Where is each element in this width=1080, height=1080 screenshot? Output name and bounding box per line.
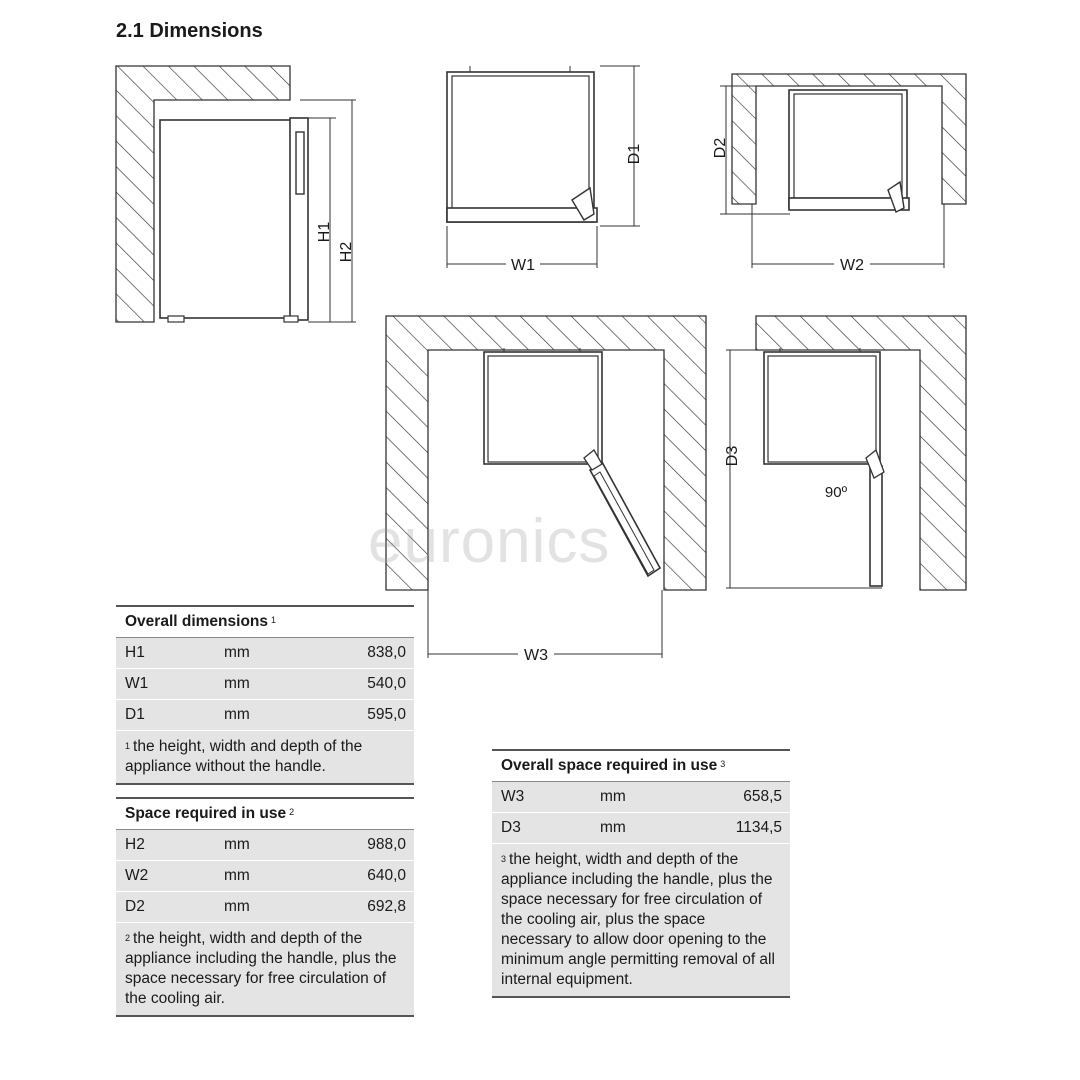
table-title: Overall dimensions: [125, 613, 268, 630]
watermark-logo: euronics: [368, 507, 611, 576]
dimension-value: 640,0: [367, 867, 406, 884]
table-row: [492, 813, 790, 844]
table-row: [116, 700, 414, 731]
footnote-text: the height, width and depth of the appliance including the handle, plus the space necessary for free circulation of the cooling air, plus the space necessary to allow door opening to the minimum angle permitting removal of all internal equipment.: [501, 851, 775, 988]
dimension-unit: mm: [224, 898, 250, 915]
dimension-key: H2: [125, 836, 145, 853]
table-row: [116, 861, 414, 892]
table-title: Overall space required in use: [501, 757, 718, 774]
footnote-number: 1: [125, 741, 131, 751]
table-title: Space required in use: [125, 805, 287, 822]
table-footnote: [116, 923, 414, 1017]
footnote-number: 2: [125, 933, 131, 943]
dimension-value: 988,0: [367, 836, 406, 853]
d3-label: D3: [724, 445, 741, 467]
table-row: [116, 892, 414, 923]
dimension-key: D1: [125, 706, 145, 723]
table-row: [116, 830, 414, 861]
dimension-unit: mm: [600, 819, 626, 836]
top-view-w1-d1-diagram: [447, 66, 643, 274]
overall-dimensions-table: [116, 605, 414, 785]
dimension-key: W2: [125, 867, 149, 884]
dimension-key: H1: [125, 644, 145, 661]
dimension-unit: mm: [224, 675, 250, 692]
table-footnote: [116, 731, 414, 785]
angle-label: 90º: [824, 484, 848, 501]
top-view-w2-d2-diagram: [712, 74, 966, 274]
overall-space-required-table: [492, 749, 790, 998]
section-title: 2.1 Dimensions: [116, 20, 263, 42]
d2-label: D2: [712, 137, 729, 159]
dimension-unit: mm: [600, 788, 626, 805]
d1-label: D1: [626, 143, 643, 165]
footnote-marker: 1: [271, 615, 277, 625]
dimension-unit: mm: [224, 867, 250, 884]
dimension-key: W1: [125, 675, 149, 692]
top-view-w3-diagram: [386, 316, 706, 664]
side-view-diagram: [116, 66, 356, 322]
footnote-marker: 2: [289, 807, 295, 817]
dimension-value: 658,5: [743, 788, 782, 805]
table-header: [116, 605, 414, 638]
h1-label: H1: [316, 221, 333, 243]
table-header: [116, 797, 414, 830]
appliance-side-body: [160, 120, 295, 318]
space-required-table: [116, 797, 414, 1017]
footnote-marker: 3: [720, 759, 726, 769]
w2-label: W2: [840, 257, 864, 274]
appliance-side-handle: [296, 132, 304, 194]
w3-label: W3: [524, 647, 548, 664]
table-footnote: [492, 844, 790, 998]
dimension-value: 540,0: [367, 675, 406, 692]
table-row: [116, 638, 414, 669]
table-header: [492, 749, 790, 782]
dimension-unit: mm: [224, 706, 250, 723]
dimension-value: 692,8: [367, 898, 406, 915]
dimension-value: 595,0: [367, 706, 406, 723]
footnote-text: the height, width and depth of the appliance including the handle, plus the space necessary for free circulation of the cooling air.: [125, 930, 397, 1007]
w1-label: W1: [511, 257, 535, 274]
table-row: [116, 669, 414, 700]
dimension-key: D3: [501, 819, 521, 836]
dimension-value: 838,0: [367, 644, 406, 661]
dimension-key: W3: [501, 788, 525, 805]
h2-label: H2: [338, 241, 355, 263]
dimension-value: 1134,5: [735, 819, 782, 836]
footnote-text: the height, width and depth of the appliance without the handle.: [125, 738, 363, 775]
dimension-unit: mm: [224, 644, 250, 661]
footnote-number: 3: [501, 854, 507, 864]
table-row: [492, 782, 790, 813]
dimension-key: D2: [125, 898, 145, 915]
top-view-d3-diagram: [724, 316, 966, 590]
dimension-unit: mm: [224, 836, 250, 853]
